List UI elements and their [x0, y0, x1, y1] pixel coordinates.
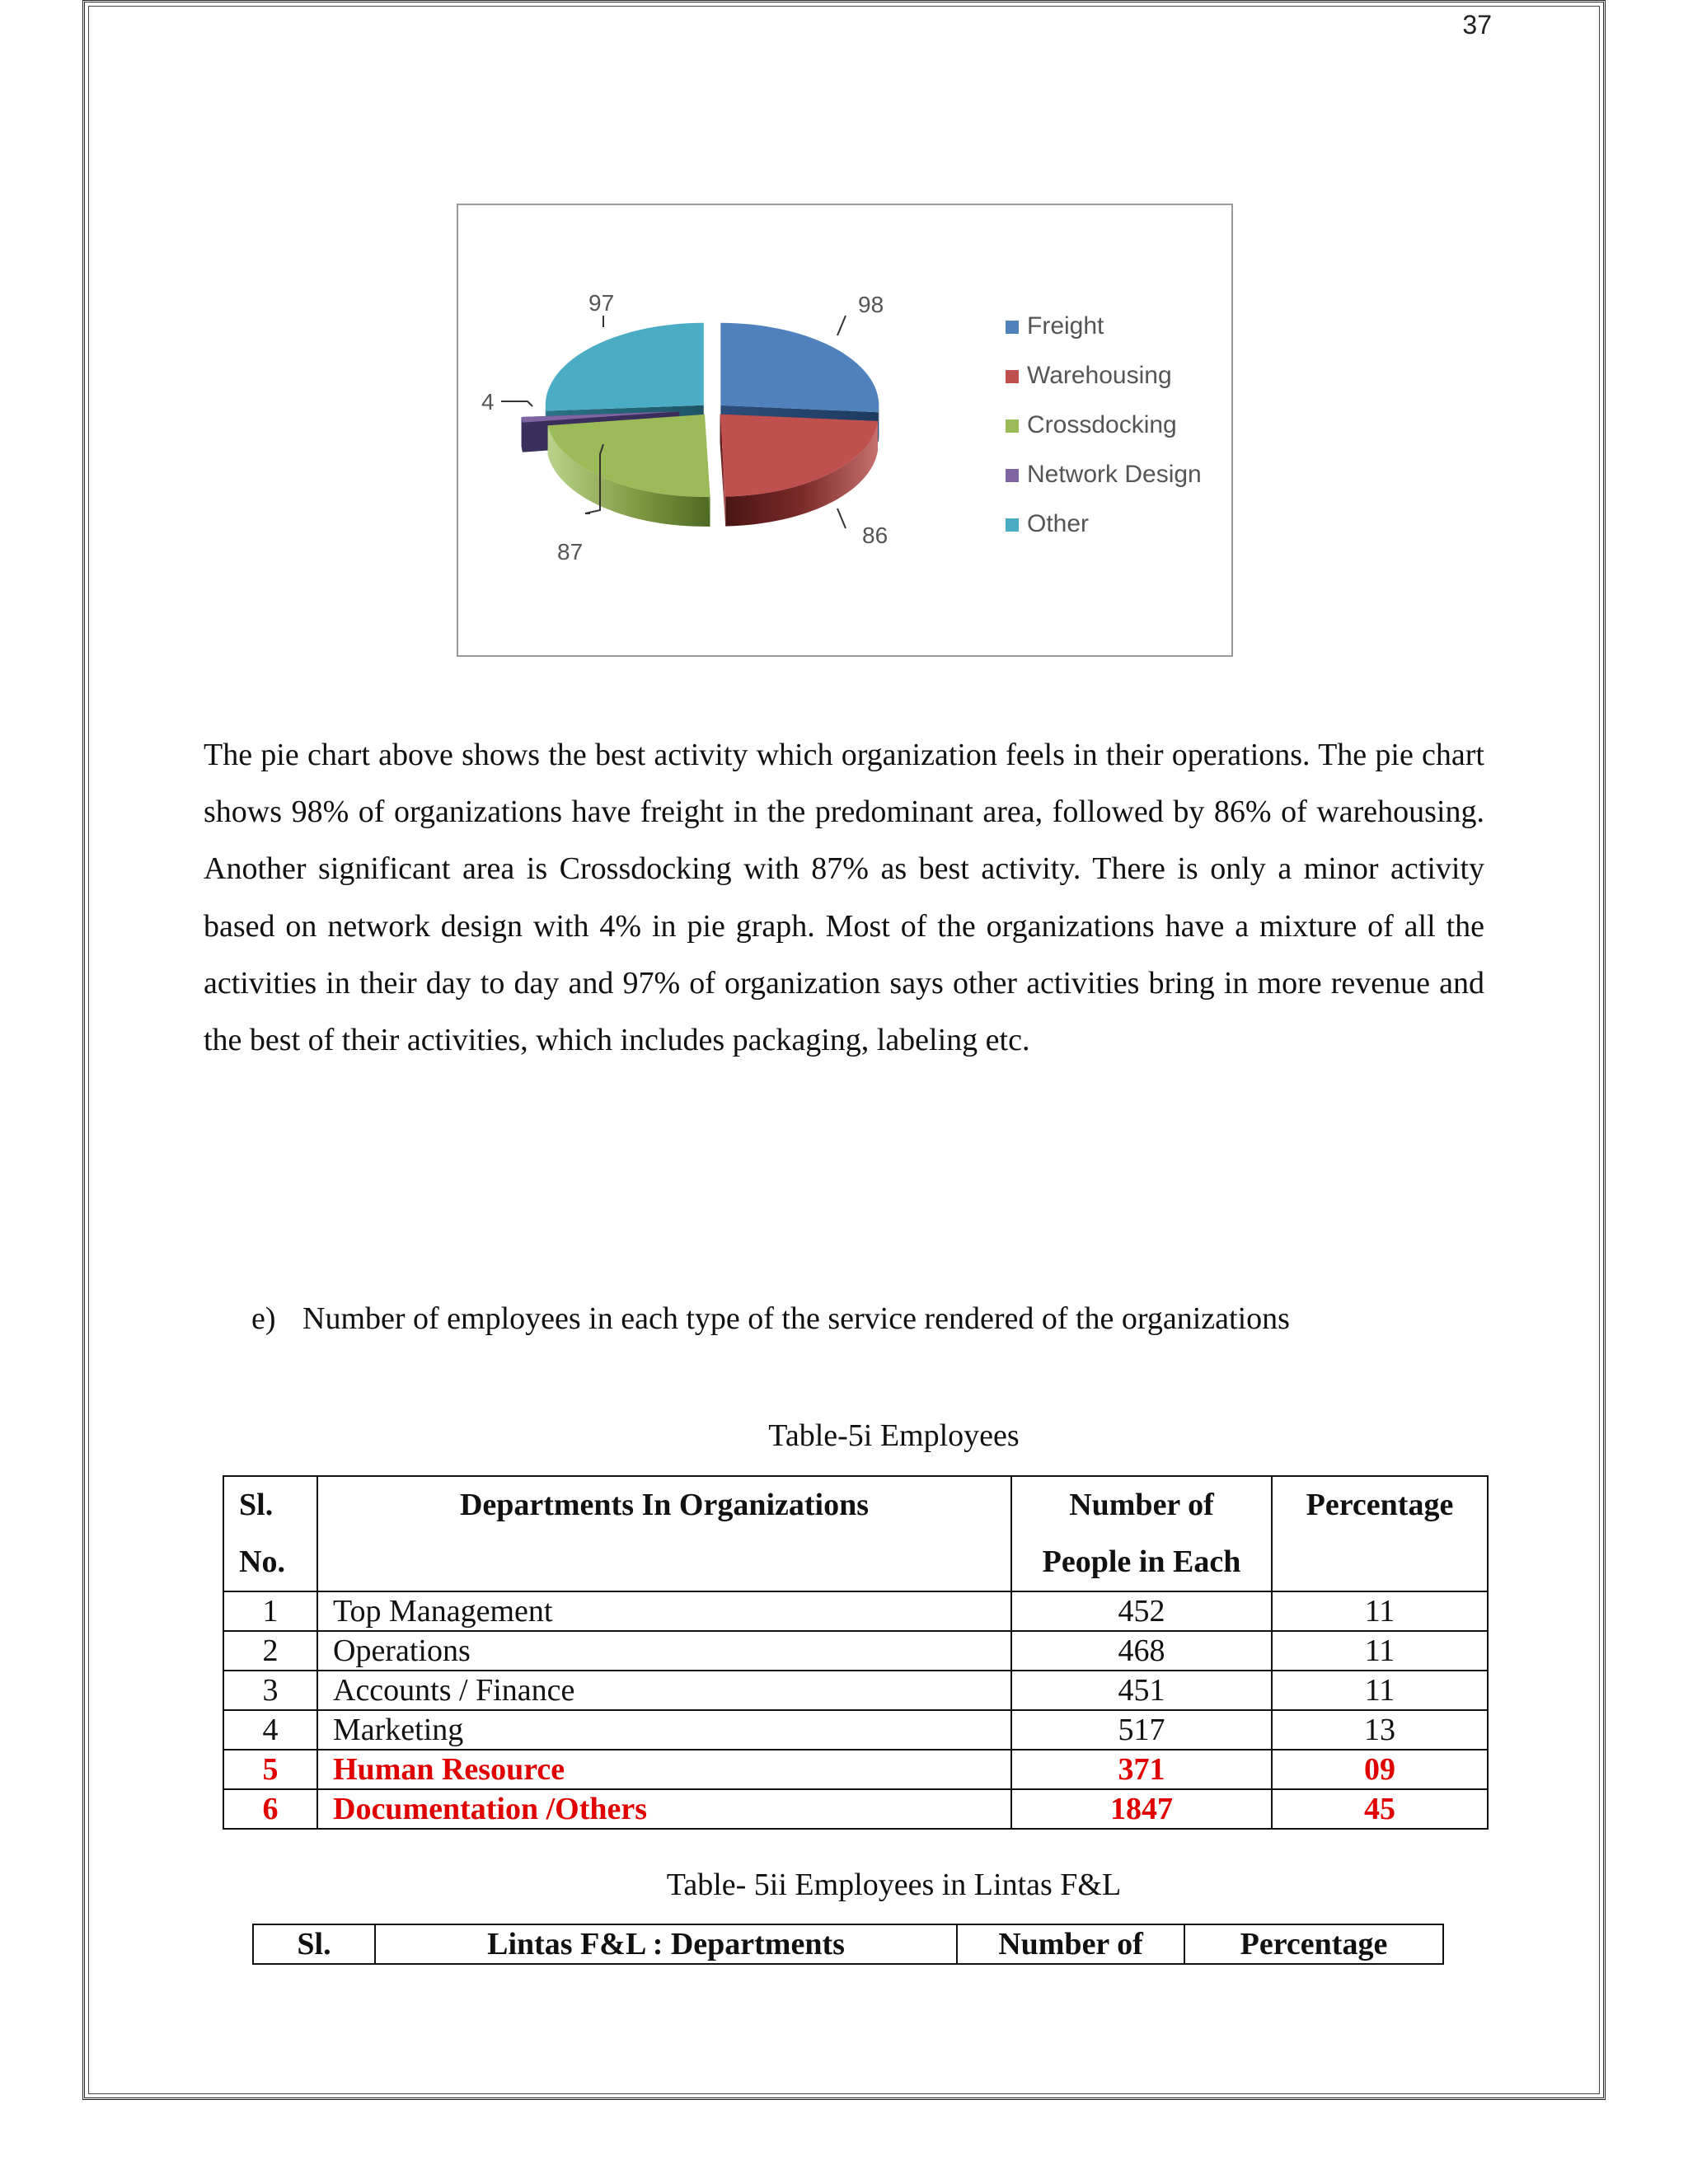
cell-num: 1847	[1011, 1789, 1272, 1829]
pie-chart	[457, 204, 1233, 657]
employees-table	[223, 1475, 1489, 1830]
cell-dept: Accounts / Finance	[317, 1671, 1011, 1710]
cell-sl: 4	[223, 1710, 317, 1750]
header-percentage: Percentage	[1184, 1924, 1443, 1964]
data-label-warehousing: 86	[862, 523, 889, 548]
cell-pct: 11	[1272, 1591, 1488, 1631]
cell-dept: Documentation /Others	[317, 1789, 1011, 1829]
header-number: Number of	[957, 1924, 1184, 1964]
page-number: 37	[1462, 10, 1492, 40]
table-row	[223, 1710, 1488, 1750]
section-e-text: Number of employees in each type of the service rendered of the organizations	[302, 1301, 1290, 1336]
leader-line-network	[501, 401, 532, 406]
lintas-table-header	[253, 1924, 1443, 1964]
header-departments: Departments In Organizations	[317, 1476, 1011, 1591]
section-e-heading	[251, 1301, 1290, 1337]
legend-label-crossdocking: Crossdocking	[1027, 411, 1177, 438]
cell-num: 451	[1011, 1671, 1272, 1710]
legend-swatch-network-design	[1006, 469, 1019, 482]
table2-caption: Table- 5ii Employees in Lintas F&L	[666, 1868, 1122, 1902]
cell-sl: 5	[223, 1750, 317, 1789]
header-sl-line1: Sl.	[239, 1488, 274, 1522]
cell-pct: 11	[1272, 1671, 1488, 1710]
cell-dept: Operations	[317, 1631, 1011, 1671]
data-label-other: 97	[588, 290, 615, 316]
legend-swatch-other	[1006, 518, 1019, 532]
pie-chart-svg	[458, 205, 1235, 658]
cell-pct: 09	[1272, 1750, 1488, 1789]
cell-pct: 13	[1272, 1710, 1488, 1750]
data-label-freight: 98	[858, 292, 884, 317]
lintas-employees-table	[252, 1924, 1444, 1965]
cell-pct: 11	[1272, 1631, 1488, 1671]
header-lintas-departments: Lintas F&L : Departments	[375, 1924, 957, 1964]
list-marker: e)	[251, 1301, 276, 1336]
body-paragraph: The pie chart above shows the best activity which organization feels in their operations. The pie chart shows 98% of organizations have freight in the predominant area, followed by 86% of warehousing. Another significant area is Crossdocking with 87% as best activity. There is only a minor activity based on network design with 4% in pie graph. Most of the organizations have a mixture of all the activities in their day to day and 97% of organization says other activities bring in more revenue and the best of their activities, which includes packaging, labeling etc.	[204, 738, 1484, 1058]
legend-label-other: Other	[1027, 510, 1090, 537]
pie-slice-warehousing	[720, 415, 878, 527]
cell-num: 452	[1011, 1591, 1272, 1631]
data-label-crossdocking: 87	[557, 539, 584, 565]
table-row	[223, 1671, 1488, 1710]
table-row	[223, 1631, 1488, 1671]
cell-dept: Marketing	[317, 1710, 1011, 1750]
cell-dept: Top Management	[317, 1591, 1011, 1631]
cell-dept: Human Resource	[317, 1750, 1011, 1789]
cell-sl: 3	[223, 1671, 317, 1710]
cell-num: 468	[1011, 1631, 1272, 1671]
header-number-line1: Number of	[1069, 1488, 1214, 1522]
pie-slice-crossdocking	[548, 415, 710, 527]
cell-sl: 1	[223, 1591, 317, 1631]
header-sl-no	[223, 1476, 317, 1591]
table-row	[223, 1591, 1488, 1631]
data-label-network-design: 4	[481, 389, 495, 415]
table-row-highlighted	[223, 1789, 1488, 1829]
legend-label-freight: Freight	[1027, 312, 1104, 340]
legend-label-warehousing: Warehousing	[1027, 362, 1172, 389]
legend-label-network-design: Network Design	[1027, 461, 1202, 488]
leader-line-freight	[837, 316, 846, 335]
table-row-highlighted	[223, 1750, 1488, 1789]
header-number-line2: People in Each	[1042, 1544, 1241, 1579]
table1-caption: Table-5i Employees	[768, 1418, 1020, 1453]
cell-pct: 45	[1272, 1789, 1488, 1829]
header-percentage: Percentage	[1272, 1476, 1488, 1591]
cell-sl: 6	[223, 1789, 317, 1829]
header-sl-line2: No.	[239, 1544, 285, 1579]
legend-swatch-freight	[1006, 321, 1019, 334]
header-sl: Sl.	[253, 1924, 375, 1964]
cell-sl: 2	[223, 1631, 317, 1671]
header-number	[1011, 1476, 1272, 1591]
legend-swatch-warehousing	[1006, 370, 1019, 383]
cell-num: 371	[1011, 1750, 1272, 1789]
legend-swatch-crossdocking	[1006, 419, 1019, 433]
employees-table-header	[223, 1476, 1488, 1591]
cell-num: 517	[1011, 1710, 1272, 1750]
